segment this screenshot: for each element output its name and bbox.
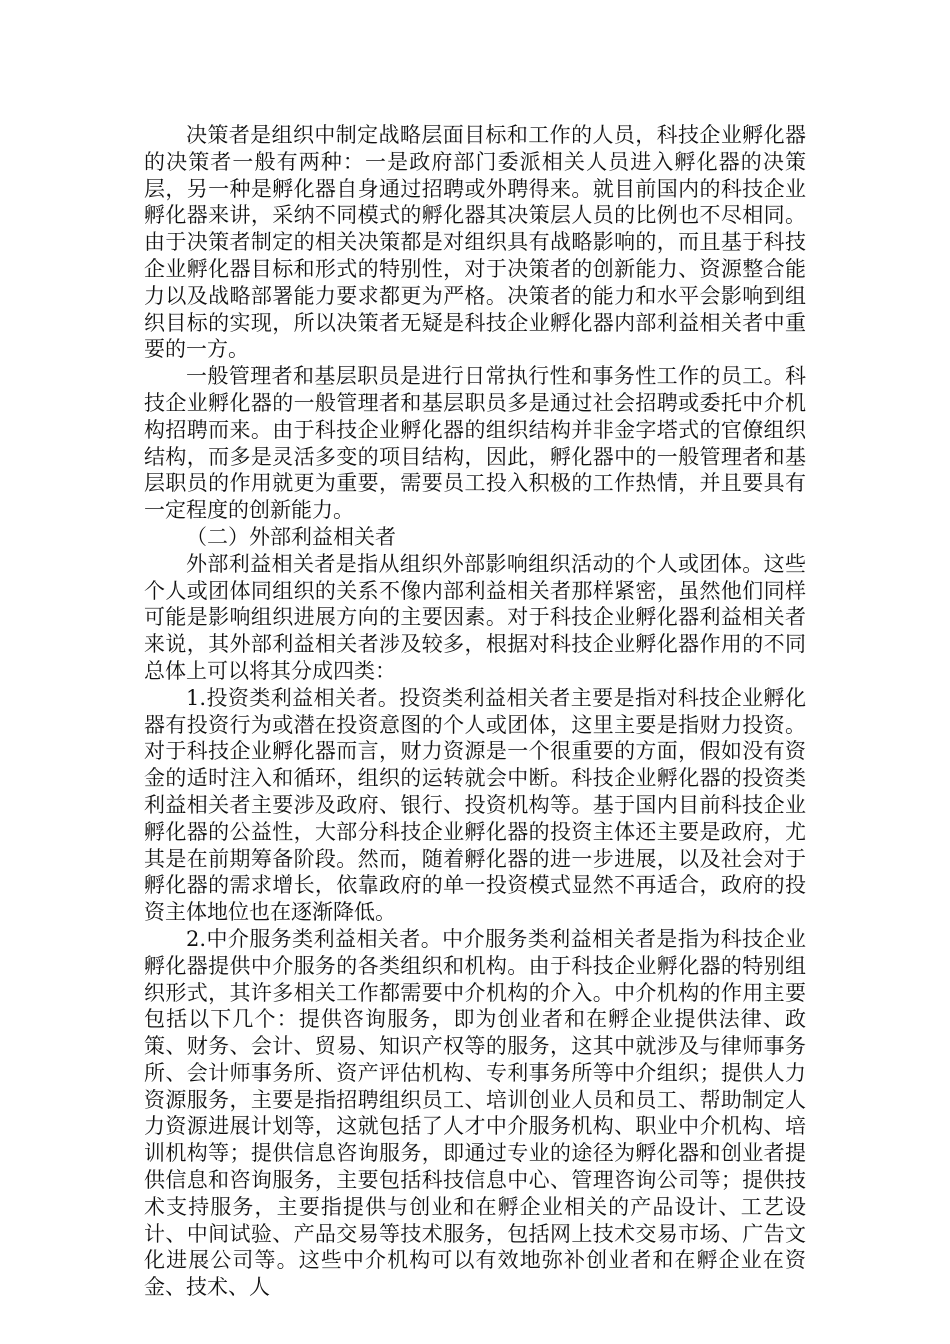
paragraph-investment-stakeholders: 1.投资类利益相关者。投资类利益相关者主要是指对科技企业孵化器有投资行为或潜在投资意图的个人或团体，这里主要是指财力投资。对于科技企业孵化器而言，财力资源是一个很重要的方面，假如没有资金的适时注入和循环，组织的运转就会中断。科技企业孵化器的投资类利益相关者主要涉及政府、银行、投资机构等。基于国内目前科技企业孵化器的公益性，大部分科技企业孵化器的投资主体还主要是政府，尤其是在前期筹备阶段。然而，随着孵化器的进一步进展，以及社会对于孵化器的需求增长，依靠政府的单一投资模式显然不再适合，政府的投资主体地位也在逐渐降低。 <box>144 685 806 925</box>
paragraph-decision-makers: 决策者是组织中制定战略层面目标和工作的人员，科技企业孵化器的决策者一般有两种：一是政府部门委派相关人员进入孵化器的决策层，另一种是孵化器自身通过招聘或外聘得来。就目前国内的科技企业孵化器来讲，采纳不同模式的孵化器其决策层人员的比例也不尽相同。由于决策者制定的相关决策都是对组织具有战略影响的，而且基于科技企业孵化器目标和形式的特别性，对于决策者的创新能力、资源整合能力以及战略部署能力要求都更为严格。决策者的能力和水平会影响到组织目标的实现，所以决策者无疑是科技企业孵化器内部利益相关者中重要的一方。 <box>144 123 806 362</box>
paragraph-intermediary-stakeholders: 2.中介服务类利益相关者。中介服务类利益相关者是指为科技企业孵化器提供中介服务的各类组织和机构。由于科技企业孵化器的特别组织形式，其许多相关工作都需要中介机构的介入。中介机构的作用主要包括以下几个：提供咨询服务，即为创业者和在孵企业提供法律、政策、财务、会计、贸易、知识产权等的服务，这其中就涉及与律师事务所、会计师事务所、资产评估机构、专利事务所等中介组织；提供人力资源服务，主要是指招聘组织员工、培训创业人员和员工、帮助制定人力资源进展计划等，这就包括了人才中介服务机构、职业中介机构、培训机构等；提供信息咨询服务，即通过专业的途径为孵化器和创业者提供信息和咨询服务，主要包括科技信息中心、管理咨询公司等；提供技术支持服务，主要指提供与创业和在孵企业相关的产品设计、工艺设计、中间试验、产品交易等技术服务，包括网上技术交易市场、广告文化进展公司等。这些中介机构可以有效地弥补创业者和在孵企业在资金、技术、人 <box>144 926 806 1300</box>
paragraph-general-managers: 一般管理者和基层职员是进行日常执行性和事务性工作的员工。科技企业孵化器的一般管理者和基层职员多是通过社会招聘或委托中介机构招聘而来。由于科技企业孵化器的组织结构并非金字塔式的官僚组织结构，而多是灵活多变的项目结构，因此，孵化器中的一般管理者和基层职员的作用就更为重要，需要员工投入积极的工作热情，并且要具有一定程度的创新能力。 <box>144 364 806 523</box>
section-heading-external-stakeholders: （二）外部利益相关者 <box>186 524 396 549</box>
document-page <box>144 122 806 1301</box>
paragraph-external-stakeholders: 外部利益相关者是指从组织外部影响组织活动的个人或团体。这些个人或团体同组织的关系不像内部利益相关者那样紧密，虽然他们同样可能是影响组织进展方向的主要因素。对于科技企业孵化器利益相关者来说，其外部利益相关者涉及较多，根据对科技企业孵化器作用的不同总体上可以将其分成四类： <box>144 551 806 683</box>
